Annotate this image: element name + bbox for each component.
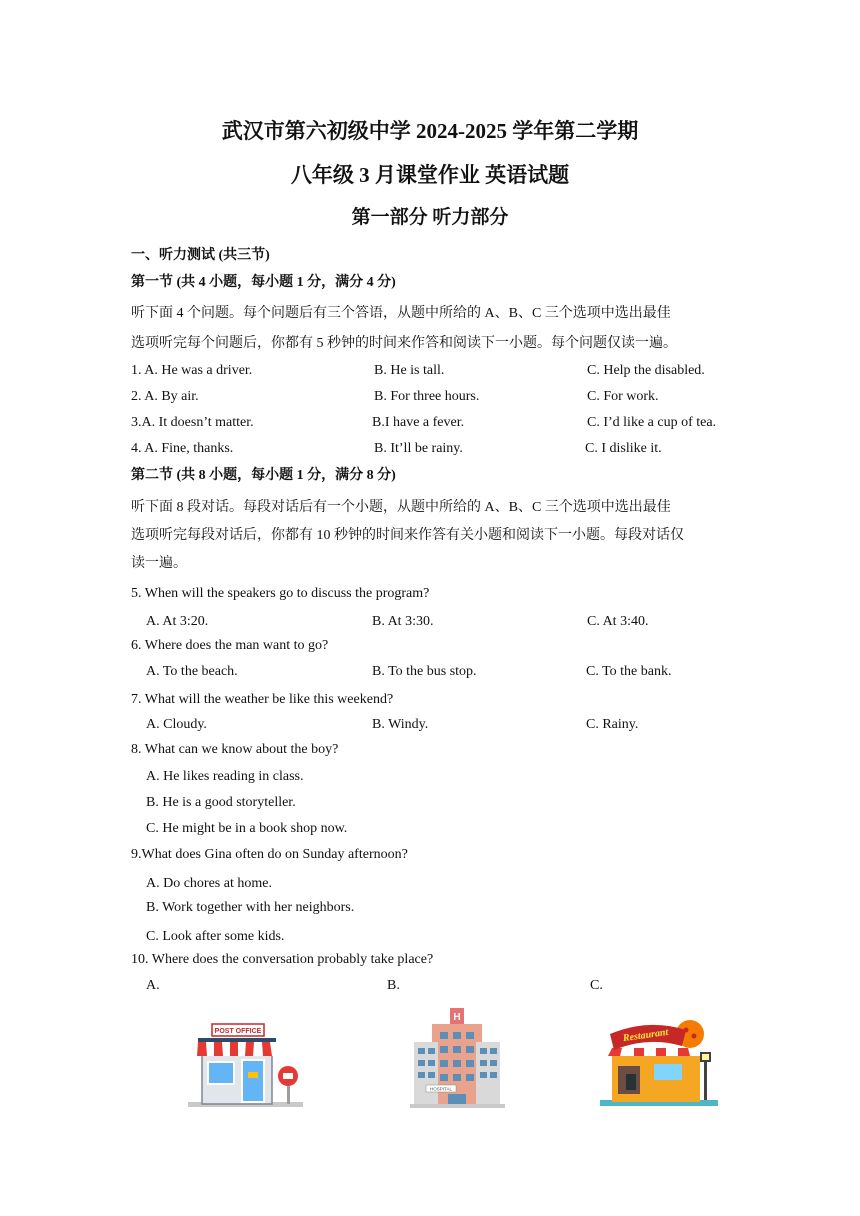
- q10-option-b: B.: [387, 978, 400, 993]
- q9-option-a: A. Do chores at home.: [146, 876, 272, 891]
- q5-option-c: C. At 3:40.: [587, 614, 649, 629]
- part-title: 第一部分 听力部分: [351, 207, 509, 228]
- q10-stem: 10. Where does the conversation probably take place?: [131, 952, 434, 967]
- q8-stem: 8. What can we know about the boy?: [131, 742, 339, 757]
- q6-option-c: C. To the bank.: [586, 664, 672, 679]
- q4-option-c: C. I dislike it.: [585, 441, 662, 456]
- q10-option-c: C.: [590, 978, 603, 993]
- q4-option-b: B. It’ll be rainy.: [374, 441, 463, 456]
- q4-option-a: 4. A. Fine, thanks.: [131, 441, 234, 456]
- q2-option-a: 2. A. By air.: [131, 389, 199, 404]
- q5-option-b: B. At 3:30.: [372, 614, 434, 629]
- q3-option-a: 3.A. It doesn’t matter.: [131, 415, 254, 430]
- q1-option-c: C. Help the disabled.: [587, 363, 705, 378]
- awning: [194, 1042, 280, 1056]
- sec1-instruction-line2: 选项听完每个问题后，你都有 5 秒钟的时间来作答和阅读下一小题。每个问题仅读一遍。: [131, 336, 677, 351]
- q7-stem: 7. What will the weather be like this weekend?: [131, 692, 394, 707]
- sec1-instruction-line1: 听下面 4 个问题。每个问题后有三个答语，从题中所给的 A、B、C 三个选项中选出最佳: [131, 306, 671, 321]
- q10-option-a: A.: [146, 978, 160, 993]
- post-office-image: [188, 1020, 303, 1108]
- sec1-title: 第一节 (共 4 小题，每小题 1 分，满分 4 分): [131, 275, 396, 290]
- q7-option-a: A. Cloudy.: [146, 717, 207, 732]
- q1-option-a: 1. A. He was a driver.: [131, 363, 253, 378]
- q8-option-a: A. He likes reading in class.: [146, 769, 304, 784]
- q9-stem: 9.What does Gina often do on Sunday afternoon?: [131, 847, 408, 862]
- q2-option-b: B. For three hours.: [374, 389, 480, 404]
- q8-option-c: C. He might be in a book shop now.: [146, 821, 348, 836]
- doc-title: 武汉市第六初级中学 2024-2025 学年第二学期: [221, 119, 639, 143]
- sec2-instruction-line3: 读一遍。: [131, 556, 187, 571]
- hospital-h-text: H: [453, 1012, 461, 1023]
- q5-option-a: A. At 3:20.: [146, 614, 209, 629]
- q8-option-b: B. He is a good storyteller.: [146, 795, 296, 810]
- q5-stem: 5. When will the speakers go to discuss the program?: [131, 586, 430, 601]
- doc-subtitle: 八年级 3 月课堂作业 英语试题: [290, 163, 570, 187]
- hospital-image: [410, 1008, 505, 1108]
- sec2-instruction-line2: 选项听完每段对话后，你都有 10 秒钟的时间来作答有关小题和阅读下一小题。每段对话仅: [131, 528, 684, 543]
- sec2-title: 第二节 (共 8 小题，每小题 1 分，满分 8 分): [131, 468, 396, 483]
- q7-option-c: C. Rainy.: [586, 717, 639, 732]
- q7-option-b: B. Windy.: [372, 717, 429, 732]
- q2-option-c: C. For work.: [587, 389, 659, 404]
- q3-option-c: C. I’d like a cup of tea.: [587, 415, 717, 430]
- q6-stem: 6. Where does the man want to go?: [131, 638, 329, 653]
- hospital-sign-text: HOSPITAL: [430, 1086, 452, 1092]
- restaurant-image: [600, 1016, 718, 1106]
- q3-option-b: B.I have a fever.: [372, 415, 465, 430]
- q6-option-b: B. To the bus stop.: [372, 664, 477, 679]
- q1-option-b: B. He is tall.: [374, 363, 445, 378]
- section-heading: 一、听力测试 (共三节): [131, 248, 270, 263]
- sec2-instruction-line1: 听下面 8 段对话。每段对话后有一个小题，从题中所给的 A、B、C 三个选项中选出最佳: [131, 500, 671, 515]
- restaurant-sign-text: Restaurant: [622, 1026, 669, 1045]
- q9-option-b: B. Work together with her neighbors.: [146, 900, 355, 915]
- post-office-sign-text: POST OFFICE: [214, 1028, 262, 1035]
- q6-option-a: A. To the beach.: [146, 664, 238, 679]
- q9-option-c: C. Look after some kids.: [146, 929, 285, 944]
